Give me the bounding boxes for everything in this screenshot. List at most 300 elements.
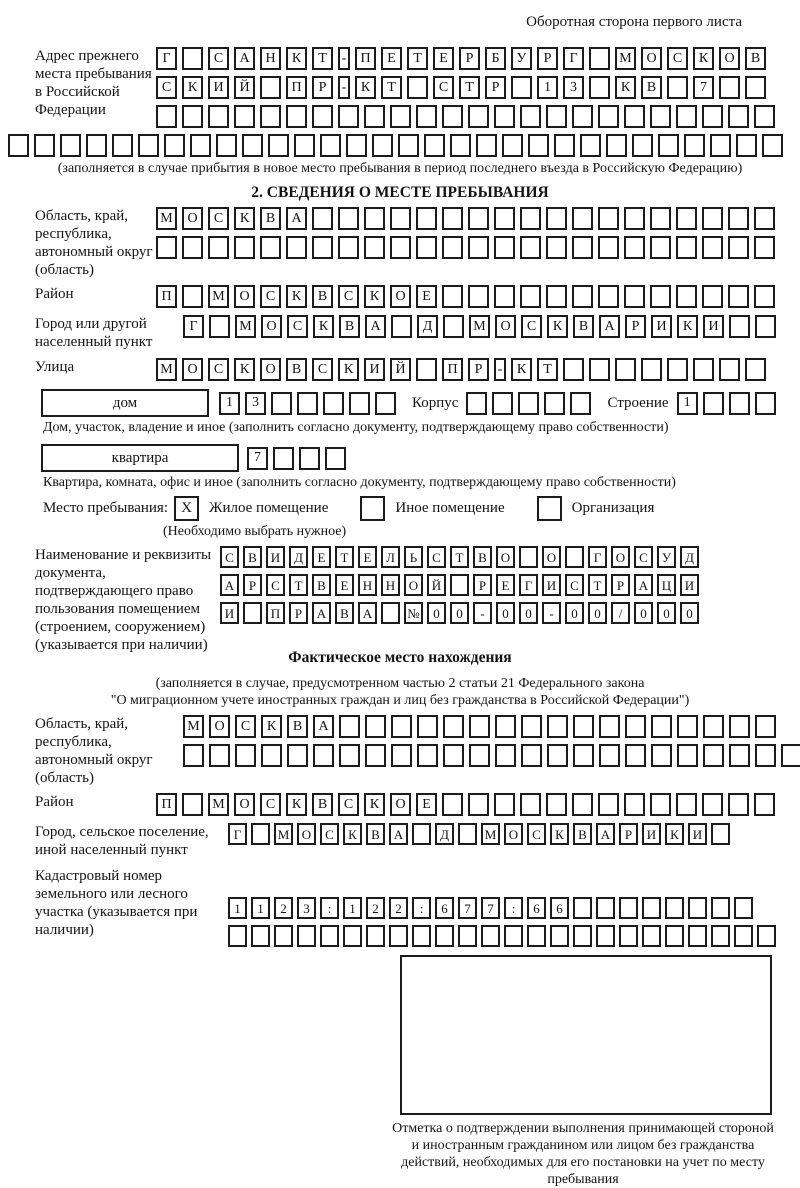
char-cell[interactable]: Ь bbox=[404, 546, 423, 568]
char-cell[interactable] bbox=[734, 925, 753, 947]
char-cell[interactable]: Т bbox=[537, 358, 558, 381]
char-cell[interactable] bbox=[729, 315, 750, 338]
gorod-2-row[interactable] bbox=[228, 823, 730, 845]
char-cell[interactable]: И bbox=[542, 574, 561, 596]
char-cell[interactable] bbox=[407, 76, 428, 99]
char-cell[interactable] bbox=[651, 744, 672, 767]
char-cell[interactable] bbox=[390, 105, 411, 128]
char-cell[interactable] bbox=[183, 744, 204, 767]
char-cell[interactable] bbox=[658, 134, 679, 157]
char-cell[interactable] bbox=[719, 76, 740, 99]
char-cell[interactable] bbox=[573, 925, 592, 947]
oblast-2-row-1[interactable] bbox=[183, 715, 800, 738]
char-cell[interactable]: С bbox=[208, 358, 229, 381]
char-cell[interactable] bbox=[728, 793, 749, 816]
char-cell[interactable] bbox=[757, 925, 776, 947]
char-cell[interactable] bbox=[339, 715, 360, 738]
char-cell[interactable]: К bbox=[355, 76, 376, 99]
char-cell[interactable]: М bbox=[156, 207, 177, 230]
char-cell[interactable] bbox=[469, 715, 490, 738]
char-cell[interactable] bbox=[546, 105, 567, 128]
char-cell[interactable] bbox=[450, 574, 469, 596]
char-cell[interactable]: О bbox=[390, 793, 411, 816]
char-cell[interactable] bbox=[521, 744, 542, 767]
char-cell[interactable] bbox=[625, 715, 646, 738]
char-cell[interactable]: Р bbox=[459, 47, 480, 70]
char-cell[interactable] bbox=[650, 207, 671, 230]
char-cell[interactable] bbox=[589, 76, 610, 99]
char-cell[interactable]: : bbox=[320, 897, 339, 919]
char-cell[interactable] bbox=[349, 392, 370, 415]
char-cell[interactable]: М bbox=[235, 315, 256, 338]
char-cell[interactable] bbox=[416, 236, 437, 259]
char-cell[interactable]: С bbox=[208, 47, 229, 70]
char-cell[interactable]: А bbox=[286, 207, 307, 230]
char-cell[interactable] bbox=[754, 285, 775, 308]
char-cell[interactable] bbox=[665, 925, 684, 947]
char-cell[interactable] bbox=[728, 207, 749, 230]
char-cell[interactable]: И bbox=[208, 76, 229, 99]
char-cell[interactable]: С bbox=[260, 285, 281, 308]
char-cell[interactable]: 1 bbox=[251, 897, 270, 919]
char-cell[interactable]: Е bbox=[312, 546, 331, 568]
char-cell[interactable]: Р bbox=[468, 358, 489, 381]
char-cell[interactable]: Н bbox=[358, 574, 377, 596]
char-cell[interactable] bbox=[781, 744, 800, 767]
char-cell[interactable]: Г bbox=[228, 823, 247, 845]
char-cell[interactable]: С bbox=[521, 315, 542, 338]
char-cell[interactable]: Г bbox=[156, 47, 177, 70]
char-cell[interactable] bbox=[624, 793, 645, 816]
char-cell[interactable] bbox=[390, 207, 411, 230]
char-cell[interactable]: О bbox=[641, 47, 662, 70]
char-cell[interactable] bbox=[599, 715, 620, 738]
char-cell[interactable] bbox=[519, 546, 538, 568]
char-cell[interactable]: И bbox=[266, 546, 285, 568]
char-cell[interactable] bbox=[554, 134, 575, 157]
char-cell[interactable]: М bbox=[481, 823, 500, 845]
char-cell[interactable] bbox=[572, 105, 593, 128]
char-cell[interactable]: В bbox=[312, 574, 331, 596]
char-cell[interactable]: 0 bbox=[565, 602, 584, 624]
char-cell[interactable] bbox=[729, 392, 750, 415]
char-cell[interactable]: Е bbox=[416, 793, 437, 816]
char-cell[interactable] bbox=[676, 105, 697, 128]
char-cell[interactable] bbox=[619, 897, 638, 919]
char-cell[interactable]: Н bbox=[260, 47, 281, 70]
char-cell[interactable] bbox=[242, 134, 263, 157]
char-cell[interactable]: К bbox=[615, 76, 636, 99]
char-cell[interactable]: Г bbox=[519, 574, 538, 596]
char-cell[interactable] bbox=[468, 236, 489, 259]
char-cell[interactable] bbox=[495, 744, 516, 767]
ulitsa-row[interactable] bbox=[156, 358, 766, 381]
char-cell[interactable]: Р bbox=[611, 574, 630, 596]
char-cell[interactable]: К bbox=[364, 285, 385, 308]
char-cell[interactable] bbox=[502, 134, 523, 157]
char-cell[interactable] bbox=[665, 897, 684, 919]
char-cell[interactable]: И bbox=[220, 602, 239, 624]
char-cell[interactable]: М bbox=[208, 793, 229, 816]
char-cell[interactable]: М bbox=[156, 358, 177, 381]
char-cell[interactable] bbox=[286, 105, 307, 128]
char-cell[interactable]: Д bbox=[680, 546, 699, 568]
char-cell[interactable] bbox=[494, 207, 515, 230]
char-cell[interactable]: О bbox=[719, 47, 740, 70]
char-cell[interactable]: В bbox=[573, 823, 592, 845]
char-cell[interactable] bbox=[468, 793, 489, 816]
char-cell[interactable] bbox=[312, 105, 333, 128]
char-cell[interactable]: 3 bbox=[563, 76, 584, 99]
char-cell[interactable]: С bbox=[260, 793, 281, 816]
char-cell[interactable] bbox=[624, 207, 645, 230]
char-cell[interactable]: А bbox=[312, 602, 331, 624]
apartment-number-cells[interactable] bbox=[247, 447, 346, 470]
char-cell[interactable] bbox=[677, 744, 698, 767]
char-cell[interactable]: О bbox=[182, 207, 203, 230]
char-cell[interactable] bbox=[458, 925, 477, 947]
char-cell[interactable]: С bbox=[156, 76, 177, 99]
char-cell[interactable] bbox=[596, 897, 615, 919]
char-cell[interactable] bbox=[511, 76, 532, 99]
char-cell[interactable] bbox=[435, 925, 454, 947]
char-cell[interactable]: - bbox=[338, 76, 350, 99]
char-cell[interactable] bbox=[565, 546, 584, 568]
char-cell[interactable]: Й bbox=[234, 76, 255, 99]
char-cell[interactable]: 6 bbox=[435, 897, 454, 919]
char-cell[interactable] bbox=[688, 925, 707, 947]
char-cell[interactable]: О bbox=[261, 315, 282, 338]
char-cell[interactable]: 6 bbox=[550, 897, 569, 919]
char-cell[interactable] bbox=[365, 715, 386, 738]
char-cell[interactable]: М bbox=[469, 315, 490, 338]
char-cell[interactable]: Р bbox=[537, 47, 558, 70]
char-cell[interactable]: В bbox=[366, 823, 385, 845]
char-cell[interactable] bbox=[60, 134, 81, 157]
char-cell[interactable] bbox=[711, 823, 730, 845]
char-cell[interactable] bbox=[693, 358, 714, 381]
char-cell[interactable]: П bbox=[355, 47, 376, 70]
char-cell[interactable]: О bbox=[182, 358, 203, 381]
gorod-row[interactable] bbox=[183, 315, 776, 338]
char-cell[interactable]: 6 bbox=[527, 897, 546, 919]
char-cell[interactable]: О bbox=[260, 358, 281, 381]
char-cell[interactable]: В bbox=[473, 546, 492, 568]
char-cell[interactable] bbox=[572, 285, 593, 308]
char-cell[interactable] bbox=[389, 925, 408, 947]
char-cell[interactable]: Г bbox=[588, 546, 607, 568]
raion-row[interactable] bbox=[156, 285, 775, 308]
char-cell[interactable] bbox=[589, 47, 610, 70]
char-cell[interactable] bbox=[702, 285, 723, 308]
char-cell[interactable]: С bbox=[287, 315, 308, 338]
char-cell[interactable]: Т bbox=[381, 76, 402, 99]
kadastr-row-1[interactable] bbox=[228, 897, 776, 919]
char-cell[interactable] bbox=[736, 134, 757, 157]
char-cell[interactable]: 1 bbox=[343, 897, 362, 919]
char-cell[interactable]: В bbox=[745, 47, 766, 70]
char-cell[interactable]: 1 bbox=[537, 76, 558, 99]
char-cell[interactable] bbox=[297, 925, 316, 947]
char-cell[interactable]: К bbox=[286, 285, 307, 308]
char-cell[interactable]: В bbox=[243, 546, 262, 568]
char-cell[interactable]: / bbox=[611, 602, 630, 624]
char-cell[interactable] bbox=[268, 134, 289, 157]
char-cell[interactable] bbox=[572, 236, 593, 259]
char-cell[interactable] bbox=[443, 744, 464, 767]
char-cell[interactable] bbox=[156, 236, 177, 259]
char-cell[interactable] bbox=[481, 925, 500, 947]
char-cell[interactable] bbox=[365, 744, 386, 767]
char-cell[interactable] bbox=[366, 925, 385, 947]
char-cell[interactable]: Т bbox=[459, 76, 480, 99]
char-cell[interactable] bbox=[573, 744, 594, 767]
char-cell[interactable] bbox=[494, 285, 515, 308]
char-cell[interactable] bbox=[619, 925, 638, 947]
char-cell[interactable]: С bbox=[527, 823, 546, 845]
char-cell[interactable] bbox=[563, 358, 584, 381]
char-cell[interactable] bbox=[156, 105, 177, 128]
char-cell[interactable] bbox=[260, 105, 281, 128]
char-cell[interactable]: И bbox=[651, 315, 672, 338]
char-cell[interactable] bbox=[251, 823, 270, 845]
char-cell[interactable] bbox=[711, 897, 730, 919]
char-cell[interactable]: К bbox=[665, 823, 684, 845]
char-cell[interactable] bbox=[228, 925, 247, 947]
char-cell[interactable] bbox=[520, 236, 541, 259]
char-cell[interactable] bbox=[667, 358, 688, 381]
char-cell[interactable] bbox=[416, 207, 437, 230]
char-cell[interactable] bbox=[573, 715, 594, 738]
char-cell[interactable]: Р bbox=[312, 76, 333, 99]
char-cell[interactable] bbox=[546, 207, 567, 230]
char-cell[interactable]: К bbox=[693, 47, 714, 70]
char-cell[interactable]: Г bbox=[183, 315, 204, 338]
char-cell[interactable]: Е bbox=[416, 285, 437, 308]
char-cell[interactable] bbox=[260, 76, 281, 99]
char-cell[interactable] bbox=[468, 285, 489, 308]
char-cell[interactable]: И bbox=[642, 823, 661, 845]
char-cell[interactable]: П bbox=[442, 358, 463, 381]
char-cell[interactable]: О bbox=[495, 315, 516, 338]
stroenie-cells[interactable] bbox=[677, 392, 776, 415]
char-cell[interactable]: В bbox=[312, 793, 333, 816]
char-cell[interactable]: В bbox=[287, 715, 308, 738]
char-cell[interactable]: П bbox=[266, 602, 285, 624]
char-cell[interactable] bbox=[547, 715, 568, 738]
char-cell[interactable]: О bbox=[504, 823, 523, 845]
char-cell[interactable]: 0 bbox=[680, 602, 699, 624]
char-cell[interactable]: Е bbox=[358, 546, 377, 568]
char-cell[interactable] bbox=[338, 236, 359, 259]
char-cell[interactable] bbox=[190, 134, 211, 157]
char-cell[interactable] bbox=[391, 715, 412, 738]
char-cell[interactable] bbox=[598, 236, 619, 259]
char-cell[interactable]: Й bbox=[427, 574, 446, 596]
char-cell[interactable] bbox=[325, 447, 346, 470]
char-cell[interactable] bbox=[34, 134, 55, 157]
checkbox-other-premise[interactable] bbox=[360, 496, 385, 521]
oblast-row-2[interactable] bbox=[156, 236, 775, 259]
char-cell[interactable] bbox=[287, 744, 308, 767]
char-cell[interactable]: М bbox=[274, 823, 293, 845]
char-cell[interactable] bbox=[339, 744, 360, 767]
char-cell[interactable] bbox=[650, 236, 671, 259]
char-cell[interactable]: О bbox=[611, 546, 630, 568]
char-cell[interactable] bbox=[209, 315, 230, 338]
char-cell[interactable] bbox=[651, 715, 672, 738]
char-cell[interactable]: 1 bbox=[677, 392, 698, 415]
char-cell[interactable] bbox=[550, 925, 569, 947]
char-cell[interactable] bbox=[598, 793, 619, 816]
char-cell[interactable] bbox=[589, 358, 610, 381]
char-cell[interactable]: К bbox=[286, 793, 307, 816]
char-cell[interactable] bbox=[624, 236, 645, 259]
char-cell[interactable]: 0 bbox=[496, 602, 515, 624]
char-cell[interactable] bbox=[729, 744, 750, 767]
char-cell[interactable]: А bbox=[389, 823, 408, 845]
char-cell[interactable]: Д bbox=[289, 546, 308, 568]
char-cell[interactable]: П bbox=[286, 76, 307, 99]
char-cell[interactable] bbox=[398, 134, 419, 157]
char-cell[interactable] bbox=[494, 105, 515, 128]
char-cell[interactable]: К bbox=[364, 793, 385, 816]
char-cell[interactable]: А bbox=[596, 823, 615, 845]
char-cell[interactable]: А bbox=[220, 574, 239, 596]
char-cell[interactable]: - bbox=[494, 358, 506, 381]
char-cell[interactable] bbox=[182, 47, 203, 70]
char-cell[interactable]: Т bbox=[335, 546, 354, 568]
char-cell[interactable] bbox=[677, 715, 698, 738]
char-cell[interactable] bbox=[745, 358, 766, 381]
char-cell[interactable]: С bbox=[235, 715, 256, 738]
prev-address-row-2[interactable] bbox=[156, 76, 775, 99]
prev-address-row-3[interactable] bbox=[156, 105, 775, 128]
char-cell[interactable] bbox=[676, 285, 697, 308]
char-cell[interactable]: В bbox=[286, 358, 307, 381]
prev-address-row-1[interactable] bbox=[156, 47, 775, 70]
char-cell[interactable] bbox=[209, 744, 230, 767]
char-cell[interactable] bbox=[688, 897, 707, 919]
char-cell[interactable]: К bbox=[677, 315, 698, 338]
char-cell[interactable]: С bbox=[338, 793, 359, 816]
char-cell[interactable] bbox=[711, 925, 730, 947]
char-cell[interactable] bbox=[755, 715, 776, 738]
char-cell[interactable] bbox=[702, 236, 723, 259]
char-cell[interactable]: К bbox=[182, 76, 203, 99]
char-cell[interactable] bbox=[261, 744, 282, 767]
char-cell[interactable] bbox=[442, 207, 463, 230]
char-cell[interactable] bbox=[381, 602, 400, 624]
char-cell[interactable]: 0 bbox=[634, 602, 653, 624]
char-cell[interactable] bbox=[234, 105, 255, 128]
checkbox-organization[interactable] bbox=[537, 496, 562, 521]
char-cell[interactable]: С bbox=[266, 574, 285, 596]
char-cell[interactable] bbox=[391, 744, 412, 767]
char-cell[interactable]: : bbox=[412, 897, 431, 919]
char-cell[interactable] bbox=[208, 105, 229, 128]
char-cell[interactable] bbox=[450, 134, 471, 157]
char-cell[interactable] bbox=[642, 925, 661, 947]
char-cell[interactable] bbox=[580, 134, 601, 157]
char-cell[interactable]: Р bbox=[619, 823, 638, 845]
char-cell[interactable] bbox=[320, 925, 339, 947]
oblast-2-row-2[interactable] bbox=[183, 744, 800, 767]
char-cell[interactable]: Е bbox=[496, 574, 515, 596]
char-cell[interactable]: Р bbox=[243, 574, 262, 596]
char-cell[interactable]: Т bbox=[588, 574, 607, 596]
char-cell[interactable]: Р bbox=[473, 574, 492, 596]
char-cell[interactable]: С bbox=[667, 47, 688, 70]
char-cell[interactable] bbox=[596, 925, 615, 947]
char-cell[interactable]: Ц bbox=[657, 574, 676, 596]
char-cell[interactable]: Б bbox=[485, 47, 506, 70]
char-cell[interactable] bbox=[338, 105, 359, 128]
char-cell[interactable] bbox=[251, 925, 270, 947]
char-cell[interactable] bbox=[390, 236, 411, 259]
char-cell[interactable]: 0 bbox=[427, 602, 446, 624]
char-cell[interactable]: Е bbox=[433, 47, 454, 70]
char-cell[interactable] bbox=[755, 392, 776, 415]
char-cell[interactable] bbox=[624, 285, 645, 308]
char-cell[interactable] bbox=[442, 285, 463, 308]
char-cell[interactable] bbox=[442, 236, 463, 259]
char-cell[interactable] bbox=[667, 76, 688, 99]
char-cell[interactable] bbox=[469, 744, 490, 767]
char-cell[interactable] bbox=[346, 134, 367, 157]
char-cell[interactable] bbox=[573, 897, 592, 919]
char-cell[interactable] bbox=[216, 134, 237, 157]
char-cell[interactable] bbox=[719, 358, 740, 381]
char-cell[interactable] bbox=[615, 358, 636, 381]
char-cell[interactable]: 7 bbox=[481, 897, 500, 919]
char-cell[interactable] bbox=[312, 207, 333, 230]
char-cell[interactable]: № bbox=[404, 602, 423, 624]
char-cell[interactable] bbox=[710, 134, 731, 157]
char-cell[interactable] bbox=[528, 134, 549, 157]
char-cell[interactable]: А bbox=[365, 315, 386, 338]
char-cell[interactable] bbox=[164, 134, 185, 157]
char-cell[interactable]: Р bbox=[625, 315, 646, 338]
char-cell[interactable] bbox=[412, 925, 431, 947]
char-cell[interactable] bbox=[391, 315, 412, 338]
char-cell[interactable]: О bbox=[496, 546, 515, 568]
char-cell[interactable]: 0 bbox=[519, 602, 538, 624]
char-cell[interactable]: 0 bbox=[588, 602, 607, 624]
char-cell[interactable] bbox=[495, 715, 516, 738]
char-cell[interactable] bbox=[527, 925, 546, 947]
char-cell[interactable]: 3 bbox=[245, 392, 266, 415]
char-cell[interactable]: В bbox=[260, 207, 281, 230]
char-cell[interactable] bbox=[313, 744, 334, 767]
char-cell[interactable]: - bbox=[338, 47, 350, 70]
char-cell[interactable] bbox=[323, 392, 344, 415]
char-cell[interactable] bbox=[375, 392, 396, 415]
char-cell[interactable] bbox=[182, 285, 203, 308]
char-cell[interactable] bbox=[112, 134, 133, 157]
char-cell[interactable]: О bbox=[297, 823, 316, 845]
char-cell[interactable] bbox=[364, 105, 385, 128]
char-cell[interactable] bbox=[243, 602, 262, 624]
char-cell[interactable]: А bbox=[313, 715, 334, 738]
char-cell[interactable] bbox=[468, 105, 489, 128]
char-cell[interactable] bbox=[728, 105, 749, 128]
char-cell[interactable] bbox=[754, 207, 775, 230]
char-cell[interactable] bbox=[312, 236, 333, 259]
char-cell[interactable]: М bbox=[183, 715, 204, 738]
char-cell[interactable]: О bbox=[234, 285, 255, 308]
char-cell[interactable]: С bbox=[427, 546, 446, 568]
